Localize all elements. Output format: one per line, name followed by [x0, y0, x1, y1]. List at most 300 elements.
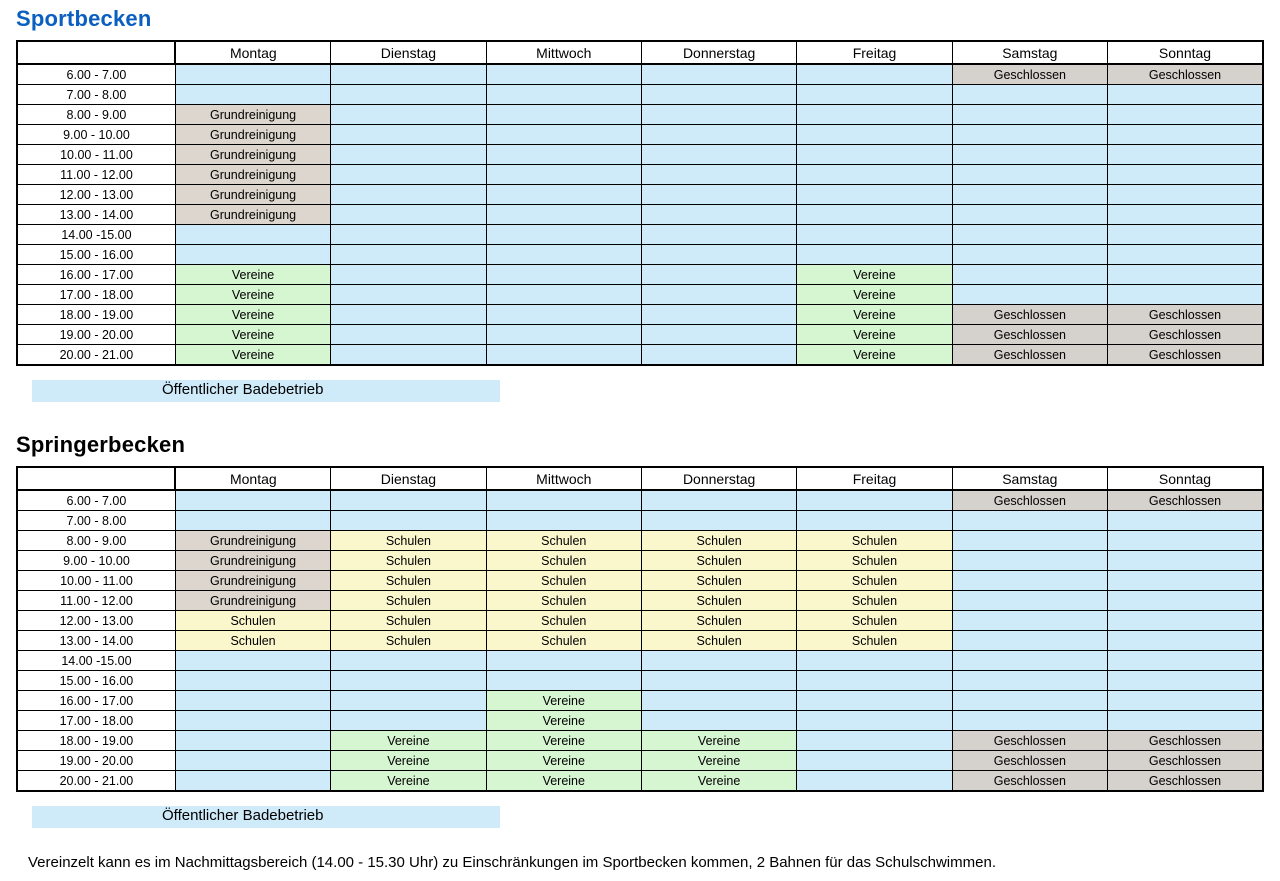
schedule-cell	[797, 145, 952, 165]
schedule-cell	[797, 511, 952, 531]
row-time-label: 11.00 - 12.00	[17, 165, 175, 185]
schedule-cell	[1108, 85, 1263, 105]
schedule-cell	[952, 711, 1107, 731]
schedule-cell: Schulen	[641, 551, 796, 571]
table-row	[17, 591, 1263, 611]
schedule-cell	[641, 145, 796, 165]
schedule-cell	[952, 145, 1107, 165]
table-row	[17, 631, 1263, 651]
schedule-cell: Vereine	[175, 345, 330, 366]
table-row	[17, 205, 1263, 225]
schedule-cell: Schulen	[175, 611, 330, 631]
schedule-cell	[952, 591, 1107, 611]
schedule-cell: Geschlossen	[952, 345, 1107, 366]
schedule-cell: Vereine	[797, 305, 952, 325]
schedule-cell: Schulen	[641, 611, 796, 631]
schedule-cell	[331, 185, 486, 205]
schedule-cell	[1108, 571, 1263, 591]
schedule-cell: Vereine	[175, 325, 330, 345]
row-time-label: 16.00 - 17.00	[17, 265, 175, 285]
schedule-cell	[1108, 285, 1263, 305]
schedule-cell	[331, 225, 486, 245]
schedule-cell	[952, 125, 1107, 145]
schedule-cell	[952, 265, 1107, 285]
schedule-cell	[952, 245, 1107, 265]
schedule-cell	[331, 285, 486, 305]
schedule-cell: Vereine	[331, 771, 486, 792]
schedule-cell	[486, 145, 641, 165]
schedule-cell	[1108, 125, 1263, 145]
schedule-cell: Vereine	[175, 285, 330, 305]
schedule-cell: Vereine	[175, 265, 330, 285]
schedule-cell	[797, 245, 952, 265]
schedule-cell	[331, 245, 486, 265]
table-header-row	[17, 41, 1263, 64]
schedule-cell	[331, 125, 486, 145]
schedule-cell	[486, 205, 641, 225]
column-header-montag: Montag	[175, 41, 330, 64]
schedule-cell	[797, 691, 952, 711]
schedule-cell	[1108, 511, 1263, 531]
table-body-springerbecken	[17, 490, 1263, 791]
schedule-table-sportbecken	[16, 40, 1264, 366]
schedule-cell	[797, 85, 952, 105]
table-row	[17, 64, 1263, 85]
schedule-cell	[331, 265, 486, 285]
schedule-cell	[641, 305, 796, 325]
legend-label-public: Öffentlicher Badebetrieb	[162, 381, 324, 398]
table-row	[17, 511, 1263, 531]
schedule-cell	[1108, 145, 1263, 165]
schedule-cell	[175, 771, 330, 792]
schedule-cell: Geschlossen	[1108, 490, 1263, 511]
schedule-cell: Vereine	[486, 751, 641, 771]
schedule-cell: Vereine	[797, 265, 952, 285]
row-time-label: 11.00 - 12.00	[17, 591, 175, 611]
column-header-time	[17, 41, 175, 64]
schedule-cell: Geschlossen	[1108, 64, 1263, 85]
row-time-label: 10.00 - 11.00	[17, 571, 175, 591]
schedule-cell	[797, 125, 952, 145]
column-header-freitag: Freitag	[797, 467, 952, 490]
schedule-cell	[952, 205, 1107, 225]
schedule-cell: Grundreinigung	[175, 165, 330, 185]
schedule-cell: Grundreinigung	[175, 125, 330, 145]
row-time-label: 7.00 - 8.00	[17, 85, 175, 105]
table-row	[17, 490, 1263, 511]
row-time-label: 14.00 -15.00	[17, 225, 175, 245]
schedule-cell	[331, 511, 486, 531]
schedule-cell: Geschlossen	[952, 325, 1107, 345]
schedule-cell	[331, 205, 486, 225]
schedule-cell	[797, 490, 952, 511]
schedule-cell	[952, 571, 1107, 591]
row-time-label: 17.00 - 18.00	[17, 285, 175, 305]
schedule-cell	[1108, 165, 1263, 185]
schedule-cell	[641, 105, 796, 125]
schedule-cell	[641, 245, 796, 265]
schedule-table-springerbecken	[16, 466, 1264, 792]
schedule-cell	[486, 165, 641, 185]
schedule-cell: Vereine	[486, 731, 641, 751]
schedule-cell	[1108, 611, 1263, 631]
schedule-cell	[486, 225, 641, 245]
schedule-cell: Vereine	[486, 711, 641, 731]
schedule-cell	[1108, 245, 1263, 265]
row-time-label: 8.00 - 9.00	[17, 531, 175, 551]
schedule-cell: Vereine	[641, 751, 796, 771]
row-time-label: 15.00 - 16.00	[17, 245, 175, 265]
schedule-cell	[797, 165, 952, 185]
schedule-cell	[175, 245, 330, 265]
schedule-cell: Vereine	[797, 285, 952, 305]
schedule-cell: Grundreinigung	[175, 205, 330, 225]
schedule-cell	[175, 511, 330, 531]
schedule-cell: Schulen	[486, 591, 641, 611]
schedule-cell	[641, 691, 796, 711]
schedule-cell: Geschlossen	[952, 64, 1107, 85]
schedule-cell	[331, 305, 486, 325]
schedule-cell	[1108, 205, 1263, 225]
schedule-cell	[952, 185, 1107, 205]
schedule-cell	[331, 691, 486, 711]
table-row	[17, 125, 1263, 145]
schedule-cell: Grundreinigung	[175, 571, 330, 591]
schedule-cell	[331, 490, 486, 511]
schedule-cell	[486, 185, 641, 205]
schedule-cell	[175, 751, 330, 771]
schedule-cell	[797, 651, 952, 671]
schedule-cell	[641, 490, 796, 511]
row-time-label: 9.00 - 10.00	[17, 125, 175, 145]
table-header-row	[17, 467, 1263, 490]
schedule-cell: Schulen	[331, 571, 486, 591]
schedule-cell: Grundreinigung	[175, 145, 330, 165]
schedule-cell	[952, 285, 1107, 305]
schedule-cell	[486, 125, 641, 145]
table-body-sportbecken	[17, 64, 1263, 365]
schedule-cell	[952, 225, 1107, 245]
column-header-sonntag: Sonntag	[1108, 41, 1263, 64]
schedule-cell: Vereine	[797, 345, 952, 366]
schedule-cell: Grundreinigung	[175, 105, 330, 125]
schedule-cell	[952, 611, 1107, 631]
schedule-cell	[641, 64, 796, 85]
schedule-cell	[797, 751, 952, 771]
schedule-cell	[486, 85, 641, 105]
row-time-label: 8.00 - 9.00	[17, 105, 175, 125]
schedule-cell	[797, 771, 952, 792]
schedule-cell	[952, 671, 1107, 691]
schedule-cell: Schulen	[331, 631, 486, 651]
schedule-cell: Vereine	[331, 751, 486, 771]
schedule-cell	[797, 711, 952, 731]
schedule-cell: Schulen	[641, 591, 796, 611]
table-row	[17, 85, 1263, 105]
schedule-cell	[175, 691, 330, 711]
schedule-cell	[641, 345, 796, 366]
row-time-label: 20.00 - 21.00	[17, 345, 175, 366]
schedule-cell: Vereine	[331, 731, 486, 751]
schedule-cell	[641, 651, 796, 671]
schedule-cell: Grundreinigung	[175, 591, 330, 611]
schedule-cell	[486, 265, 641, 285]
row-time-label: 18.00 - 19.00	[17, 305, 175, 325]
schedule-cell	[331, 105, 486, 125]
schedule-cell	[641, 265, 796, 285]
schedule-cell	[486, 671, 641, 691]
schedule-cell	[175, 651, 330, 671]
schedule-cell	[1108, 225, 1263, 245]
schedule-cell: Geschlossen	[952, 771, 1107, 792]
schedule-cell: Schulen	[797, 551, 952, 571]
page-title-sportbecken: Sportbecken	[16, 6, 152, 31]
schedule-cell: Geschlossen	[952, 751, 1107, 771]
table-row	[17, 305, 1263, 325]
schedule-cell: Schulen	[641, 571, 796, 591]
row-time-label: 9.00 - 10.00	[17, 551, 175, 571]
legend-springerbecken	[32, 806, 1264, 828]
row-time-label: 19.00 - 20.00	[17, 325, 175, 345]
schedule-cell	[331, 651, 486, 671]
schedule-cell	[331, 345, 486, 366]
schedule-cell: Schulen	[797, 571, 952, 591]
schedule-cell	[486, 105, 641, 125]
schedule-cell	[952, 551, 1107, 571]
schedule-cell	[797, 731, 952, 751]
table-row	[17, 751, 1263, 771]
schedule-cell	[175, 490, 330, 511]
schedule-cell	[641, 285, 796, 305]
schedule-cell	[1108, 691, 1263, 711]
schedule-cell: Geschlossen	[1108, 305, 1263, 325]
row-time-label: 12.00 - 13.00	[17, 611, 175, 631]
schedule-cell	[641, 671, 796, 691]
row-time-label: 20.00 - 21.00	[17, 771, 175, 792]
schedule-cell	[486, 490, 641, 511]
schedule-cell	[952, 531, 1107, 551]
schedule-cell	[952, 691, 1107, 711]
schedule-cell	[641, 711, 796, 731]
legend-swatch-public	[32, 380, 500, 402]
schedule-cell: Vereine	[641, 731, 796, 751]
schedule-cell	[952, 631, 1107, 651]
schedule-cell: Schulen	[331, 591, 486, 611]
column-header-sonntag: Sonntag	[1108, 467, 1263, 490]
row-time-label: 10.00 - 11.00	[17, 145, 175, 165]
schedule-cell: Schulen	[486, 571, 641, 591]
table-row	[17, 691, 1263, 711]
row-time-label: 16.00 - 17.00	[17, 691, 175, 711]
row-time-label: 6.00 - 7.00	[17, 490, 175, 511]
schedule-cell	[175, 671, 330, 691]
schedule-cell	[486, 285, 641, 305]
row-time-label: 17.00 - 18.00	[17, 711, 175, 731]
schedule-cell	[797, 225, 952, 245]
schedule-cell	[486, 245, 641, 265]
table-row	[17, 345, 1263, 366]
schedule-cell	[952, 511, 1107, 531]
schedule-cell	[486, 511, 641, 531]
schedule-cell: Schulen	[331, 531, 486, 551]
column-header-samstag: Samstag	[952, 41, 1107, 64]
table-row	[17, 185, 1263, 205]
schedule-cell	[641, 225, 796, 245]
schedule-cell: Schulen	[486, 611, 641, 631]
schedule-cell	[331, 325, 486, 345]
schedule-cell	[175, 711, 330, 731]
row-time-label: 19.00 - 20.00	[17, 751, 175, 771]
schedule-cell: Schulen	[797, 591, 952, 611]
schedule-cell	[486, 325, 641, 345]
schedule-cell	[486, 345, 641, 366]
schedule-cell	[175, 64, 330, 85]
schedule-cell: Geschlossen	[1108, 345, 1263, 366]
schedule-cell	[952, 105, 1107, 125]
schedule-cell	[641, 205, 796, 225]
schedule-cell: Geschlossen	[1108, 325, 1263, 345]
table-row	[17, 325, 1263, 345]
schedule-cell: Geschlossen	[1108, 731, 1263, 751]
row-time-label: 7.00 - 8.00	[17, 511, 175, 531]
schedule-cell: Vereine	[641, 771, 796, 792]
schedule-cell	[1108, 105, 1263, 125]
column-header-time	[17, 467, 175, 490]
schedule-cell: Schulen	[797, 531, 952, 551]
schedule-cell: Grundreinigung	[175, 185, 330, 205]
table-row	[17, 145, 1263, 165]
table-row	[17, 245, 1263, 265]
schedule-cell	[486, 651, 641, 671]
schedule-cell	[1108, 531, 1263, 551]
schedule-cell: Schulen	[641, 631, 796, 651]
schedule-cell	[1108, 185, 1263, 205]
row-time-label: 15.00 - 16.00	[17, 671, 175, 691]
schedule-cell	[1108, 651, 1263, 671]
schedule-cell	[641, 511, 796, 531]
schedule-cell: Schulen	[486, 551, 641, 571]
table-row	[17, 731, 1263, 751]
legend-label-public: Öffentlicher Badebetrieb	[162, 807, 324, 824]
schedule-cell: Geschlossen	[1108, 771, 1263, 792]
column-header-dienstag: Dienstag	[331, 41, 486, 64]
schedule-cell: Schulen	[641, 531, 796, 551]
column-header-donnerstag: Donnerstag	[641, 41, 796, 64]
legend-swatch-public	[32, 806, 500, 828]
row-time-label: 12.00 - 13.00	[17, 185, 175, 205]
column-header-freitag: Freitag	[797, 41, 952, 64]
schedule-cell: Grundreinigung	[175, 531, 330, 551]
schedule-cell	[641, 185, 796, 205]
column-header-donnerstag: Donnerstag	[641, 467, 796, 490]
schedule-cell: Schulen	[331, 611, 486, 631]
schedule-cell: Vereine	[175, 305, 330, 325]
column-header-dienstag: Dienstag	[331, 467, 486, 490]
column-header-mittwoch: Mittwoch	[486, 41, 641, 64]
schedule-cell	[486, 305, 641, 325]
schedule-cell	[641, 85, 796, 105]
footnote-text: Vereinzelt kann es im Nachmittagsbereich (14.00 - 15.30 Uhr) zu Einschränkungen im Sportbecken kommen, 2 Bahnen für das Schulschwimmen.	[28, 854, 996, 871]
schedule-cell	[797, 185, 952, 205]
schedule-cell: Geschlossen	[952, 305, 1107, 325]
schedule-cell	[1108, 631, 1263, 651]
table-row	[17, 225, 1263, 245]
schedule-cell: Geschlossen	[1108, 751, 1263, 771]
schedule-cell	[797, 671, 952, 691]
schedule-cell	[641, 325, 796, 345]
schedule-cell	[331, 711, 486, 731]
table-row	[17, 671, 1263, 691]
schedule-cell	[175, 85, 330, 105]
schedule-cell	[1108, 265, 1263, 285]
schedule-cell: Schulen	[797, 631, 952, 651]
schedule-cell	[331, 165, 486, 185]
schedule-cell	[1108, 711, 1263, 731]
table-row	[17, 531, 1263, 551]
schedule-cell	[797, 105, 952, 125]
schedule-cell	[331, 671, 486, 691]
schedule-cell	[175, 225, 330, 245]
schedule-cell: Schulen	[797, 611, 952, 631]
page-title-springerbecken: Springerbecken	[16, 432, 186, 457]
table-row	[17, 285, 1263, 305]
table-row	[17, 571, 1263, 591]
schedule-cell: Schulen	[175, 631, 330, 651]
schedule-cell: Schulen	[486, 631, 641, 651]
table-row	[17, 611, 1263, 631]
schedule-cell	[952, 165, 1107, 185]
row-time-label: 13.00 - 14.00	[17, 205, 175, 225]
table-row	[17, 551, 1263, 571]
schedule-cell	[641, 165, 796, 185]
row-time-label: 13.00 - 14.00	[17, 631, 175, 651]
table-row	[17, 771, 1263, 792]
schedule-cell	[797, 205, 952, 225]
schedule-cell: Geschlossen	[952, 490, 1107, 511]
schedule-cell	[797, 64, 952, 85]
schedule-cell: Geschlossen	[952, 731, 1107, 751]
schedule-cell	[1108, 671, 1263, 691]
schedule-cell	[952, 651, 1107, 671]
schedule-cell	[641, 125, 796, 145]
schedule-cell	[331, 85, 486, 105]
table-row	[17, 165, 1263, 185]
schedule-cell	[175, 731, 330, 751]
column-header-mittwoch: Mittwoch	[486, 467, 641, 490]
schedule-cell: Schulen	[331, 551, 486, 571]
schedule-cell	[331, 145, 486, 165]
legend-sportbecken	[32, 380, 1264, 402]
schedule-cell	[1108, 551, 1263, 571]
table-row	[17, 711, 1263, 731]
document-page	[0, 6, 1280, 871]
row-time-label: 18.00 - 19.00	[17, 731, 175, 751]
schedule-cell: Vereine	[797, 325, 952, 345]
schedule-cell	[952, 85, 1107, 105]
schedule-cell	[1108, 591, 1263, 611]
column-header-montag: Montag	[175, 467, 330, 490]
schedule-cell: Vereine	[486, 691, 641, 711]
schedule-cell	[331, 64, 486, 85]
table-row	[17, 265, 1263, 285]
column-header-samstag: Samstag	[952, 467, 1107, 490]
schedule-cell: Vereine	[486, 771, 641, 792]
table-row	[17, 651, 1263, 671]
schedule-cell: Schulen	[486, 531, 641, 551]
schedule-cell: Grundreinigung	[175, 551, 330, 571]
row-time-label: 6.00 - 7.00	[17, 64, 175, 85]
table-row	[17, 105, 1263, 125]
